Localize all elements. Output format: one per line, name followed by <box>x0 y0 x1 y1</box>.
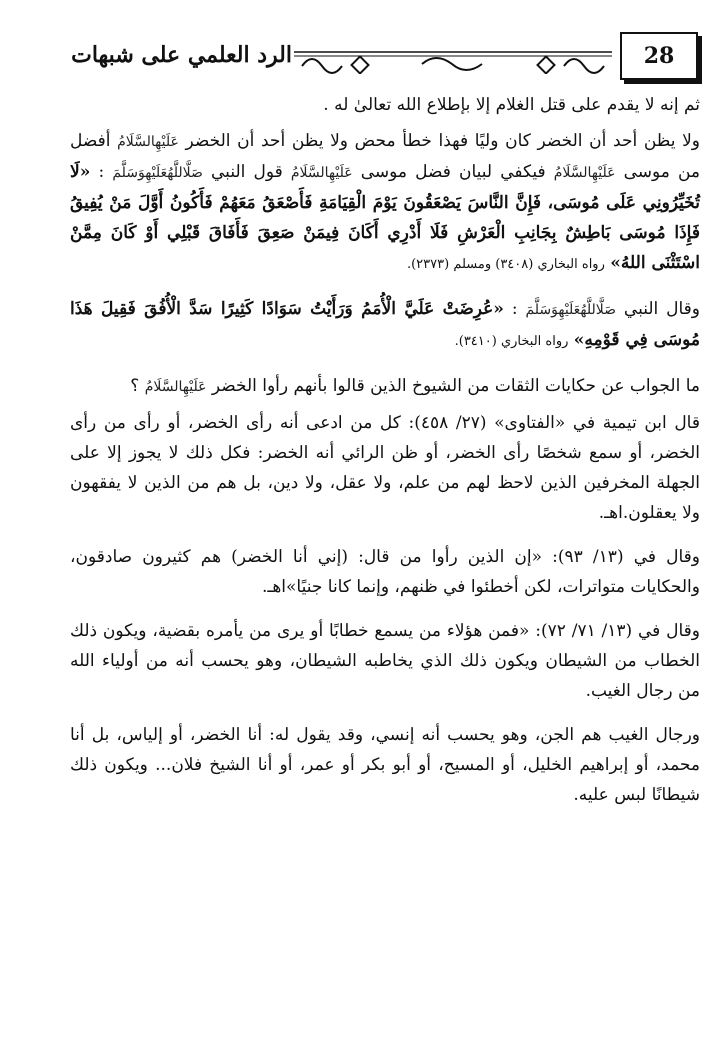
paragraph-8 <box>70 720 700 810</box>
paragraph-5-text: قال ابن تيمية في «الفتاوى» (٢٧/ ٤٥٨): كل من ادعى أنه رأى الخضر، أو رأى من رأى الخضر، أو سمع شخصًا رأى الخضر، أو ظن الرائي أنه الخضر: فكل ذلك لا يجوز إلا على الجهلة المخرفين الذين لاحظ لهم من علم، ولا عقل، ولا دين، بل هم من الذين لا يفقهون ولا يعقلون.اهـ. <box>70 413 700 523</box>
paragraph-3-text-a: وقال النبي <box>623 299 701 319</box>
paragraph-2-text-d: قول النبي <box>211 162 283 182</box>
paragraph-7 <box>70 616 700 706</box>
paragraph-2-text-b: أفضل من موسى <box>70 131 701 182</box>
paragraph-4-text-b: ؟ <box>130 376 140 396</box>
page-number: 28 <box>643 43 675 69</box>
paragraph-5 <box>70 408 700 528</box>
paragraph-2-text-e: : <box>98 162 105 182</box>
honorific-alaihi-salam: عَلَيْهِالسَّلَامُ <box>144 379 207 395</box>
honorific-salla-allah: صَلَّاللَّهُعَلَيْهِوَسَلَّمَ <box>112 165 203 181</box>
honorific-alaihi-salam: عَلَيْهِالسَّلَامُ <box>553 165 616 181</box>
paragraph-1-text: ثم إنه لا يقدم على قتل الغلام إلا بإطلاع الله تعالىٰ له . <box>323 95 700 115</box>
page-body <box>70 90 700 824</box>
paragraph-6 <box>70 542 700 602</box>
hadith-reference-2: رواه البخاري (٣٤١٠). <box>454 334 569 349</box>
paragraph-1 <box>70 90 700 120</box>
honorific-salla-allah: صَلَّاللَّهُعَلَيْهِوَسَلَّمَ <box>525 302 617 318</box>
paragraph-2 <box>70 126 700 280</box>
paragraph-7-text: وقال في (١٣/ ٧١/ ٧٢): «فمن هؤلاء من يسمع خطابًا أو يرى من يأمره بقضية، ويكون ذلك الخطاب من الشيطان ويكون ذلك الذي يخاطبه الشيطان، وهو يحسب أنه من أولياء الله من رجال الغيب. <box>70 621 700 701</box>
paragraph-6-text: وقال في (١٣/ ٩٣): «إن الذين رأوا من قال: (إني أنا الخضر) هم كثيرون صادقون، والحكايات متواترات، لكن أخطئوا في ظنهم، وإنما كانا جنيًا»اهـ. <box>70 547 701 597</box>
page-number-box <box>620 32 698 80</box>
ornament-divider-icon <box>294 44 612 74</box>
honorific-alaihi-salam: عَلَيْهِالسَّلَامُ <box>290 165 353 181</box>
running-title: الرد العلمي على شبهات <box>71 42 292 68</box>
paragraph-3 <box>70 294 700 357</box>
paragraph-2-text-c: فيكفي لبيان فضل موسى <box>360 162 546 182</box>
page-header <box>32 18 698 84</box>
hadith-quote-2: «عُرِضَتْ عَلَيَّ الْأُمَمُ وَرَأَيْتُ سَوَادًا كَثِيرًا سَدَّ الْأُفُقَ فَقِيلَ هَذَا مُوسَى فِي قَوْمِهِ» <box>70 299 700 350</box>
paragraph-8-text: ورجال الغيب هم الجن، وهو يحسب أنه إنسي، وقد يقول له: أنا الخضر، أو إلياس، بل أنا محمد، أو إبراهيم الخليل، أو المسيح، أو أبو بكر أو عمر، أو أنا الشيخ فلان... ويكون ذلك شيطانًا لبس عليه. <box>70 725 700 805</box>
hadith-reference-1: رواه البخاري (٣٤٠٨) ومسلم (٢٣٧٣). <box>406 257 605 272</box>
honorific-alaihi-salam: عَلَيْهِالسَّلَامُ <box>117 134 179 150</box>
hadith-quote-1: «لَا تُخَيِّرُونِي عَلَى مُوسَى، فَإِنَّ النَّاسَ يَصْعَقُونَ يَوْمَ الْقِيَامَةِ فَأَصْعَقُ مَعَهُمْ فَأَكُونُ أَوَّلَ مَنْ يُفِيقُ فَإِذَا مُوسَى بَاطِشٌ بِجَانِبِ الْعَرْشِ فَلَا أَدْرِي أَكَانَ فِيمَنْ صَعِقَ فَأَفَاقَ قَبْلِي أَوْ كَانَ مِمَّنْ اسْتَثْنَى اللهُ» <box>70 162 700 273</box>
paragraph-3-text-b: : <box>511 299 518 319</box>
paragraph-4 <box>70 371 700 402</box>
paragraph-2-text-a: ولا يظن أحد أن الخضر كان وليًا فهذا خطأ محض ولا يظن أحد أن الخضر <box>185 131 700 151</box>
paragraph-4-text-a: ما الجواب عن حكايات الثقات من الشيوخ الذين قالوا بأنهم رأوا الخضر <box>211 376 700 396</box>
